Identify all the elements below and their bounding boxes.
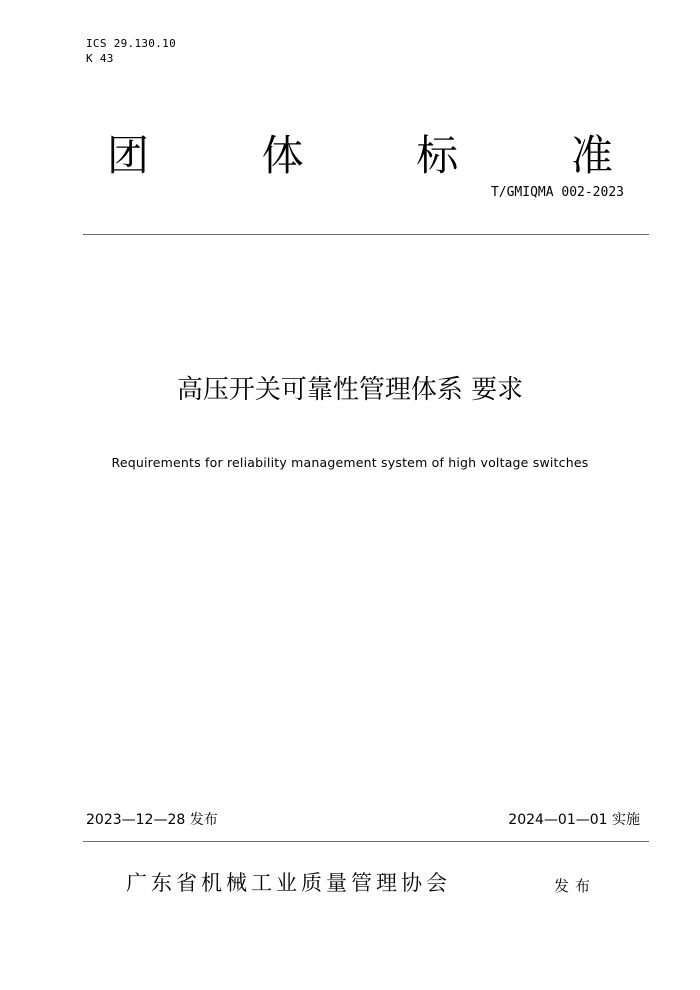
top-divider <box>83 234 649 235</box>
bottom-divider <box>83 841 649 842</box>
document-title-english: Requirements for reliability management system of high voltage switches <box>111 455 589 470</box>
classification-codes <box>86 36 176 66</box>
issue-date: 2023—12—28 发布 <box>86 812 218 828</box>
publish-label: 发布 <box>554 877 597 895</box>
document-title-chinese: 高压开关可靠性管理体系 要求 <box>176 375 524 405</box>
implementation-date: 2024—01—01 实施 <box>508 812 640 828</box>
publisher-name: 广东省机械工业质量管理协会 <box>126 871 451 895</box>
heading-char: 标 <box>416 131 459 180</box>
ics-code: ICS 29.130.10 <box>86 37 176 50</box>
standard-type-heading <box>100 128 620 184</box>
standard-number: T/GMIQMA 002-2023 <box>490 185 624 200</box>
ccs-code: K 43 <box>86 52 114 65</box>
heading-char: 准 <box>570 131 613 180</box>
heading-char: 团 <box>106 131 149 180</box>
heading-char: 体 <box>261 131 304 180</box>
